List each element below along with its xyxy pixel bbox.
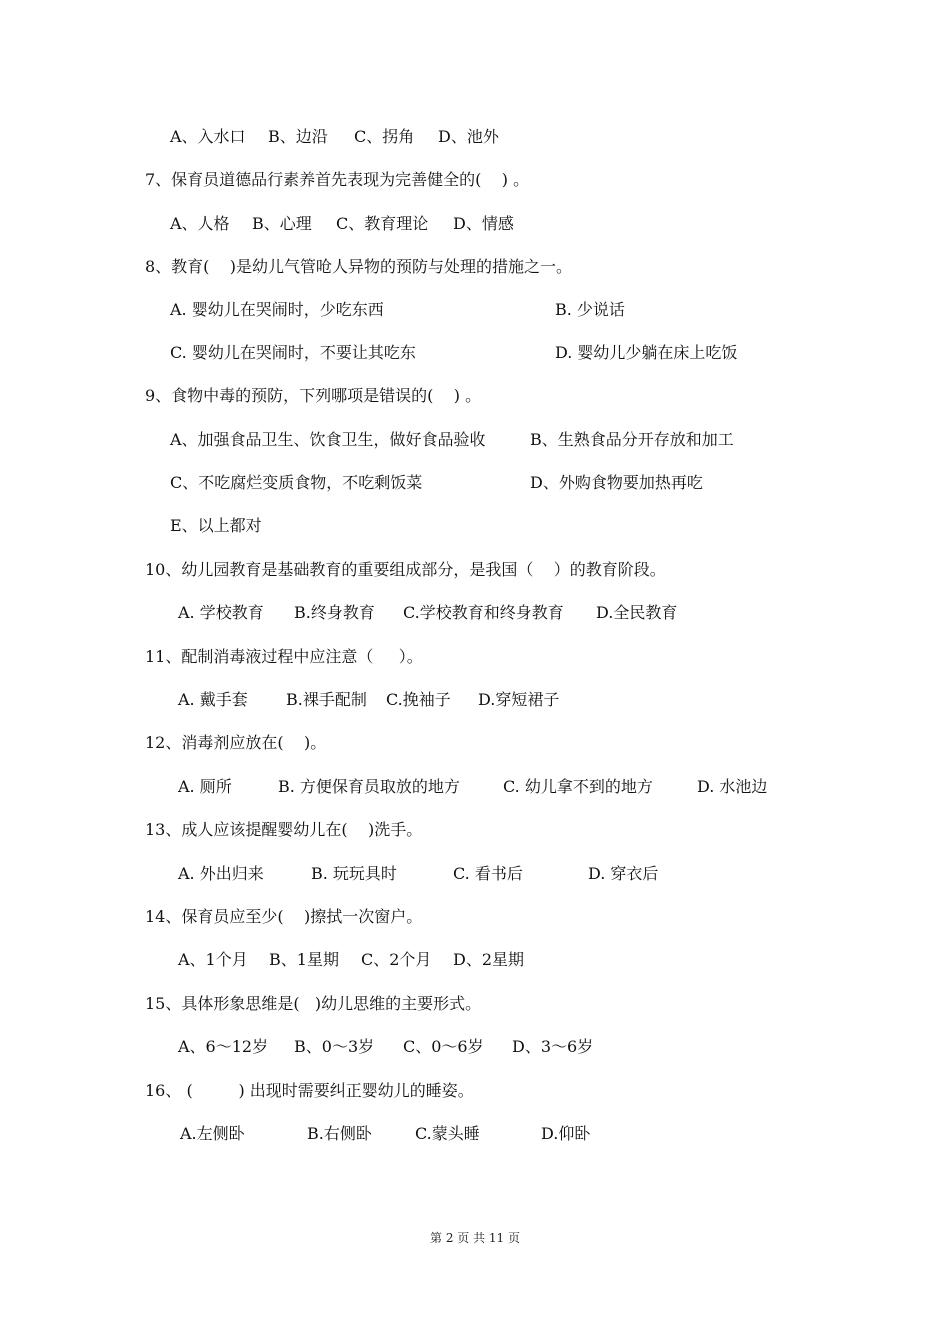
page-number-footer: 第 2 页 共 11 页 bbox=[430, 1231, 520, 1245]
question-7: 7、保育员道德品行素养首先表现为完善健全的( ) 。 bbox=[145, 170, 530, 189]
q14-option-d: D、2星期 bbox=[453, 950, 525, 969]
q16-option-b: B.右侧卧 bbox=[307, 1124, 372, 1143]
q9-option-c: C、不吃腐烂变质食物，不吃剩饭菜 bbox=[170, 473, 423, 492]
q10-option-a: A. 学校教育 bbox=[178, 603, 264, 622]
q11-option-c: C.挽袖子 bbox=[386, 690, 451, 709]
q7-option-b: B、心理 bbox=[252, 214, 312, 233]
q15-option-b: B、0～3岁 bbox=[294, 1037, 375, 1056]
q6-option-b: B、边沿 bbox=[268, 127, 328, 146]
q6-option-c: C、拐角 bbox=[354, 127, 415, 146]
q7-option-c: C、教育理论 bbox=[336, 214, 429, 233]
q11-option-b: B.裸手配制 bbox=[286, 690, 367, 709]
q11-option-d: D.穿短裙子 bbox=[478, 690, 560, 709]
q14-option-b: B、1星期 bbox=[269, 950, 339, 969]
q6-option-d: D、池外 bbox=[438, 127, 499, 146]
question-11: 11、配制消毒液过程中应注意（ ）。 bbox=[145, 647, 423, 666]
q15-option-d: D、3～6岁 bbox=[512, 1037, 594, 1056]
q12-option-d: D. 水池边 bbox=[697, 777, 768, 796]
question-14: 14、保育员应至少( )擦拭一次窗户。 bbox=[145, 907, 423, 926]
q10-option-c: C.学校教育和终身教育 bbox=[403, 603, 564, 622]
q9-option-e: E、以上都对 bbox=[170, 516, 262, 535]
q13-option-a: A. 外出归来 bbox=[178, 864, 264, 883]
q9-option-d: D、外购食物要加热再吃 bbox=[530, 473, 703, 492]
q12-option-a: A. 厕所 bbox=[178, 777, 232, 796]
question-12: 12、消毒剂应放在( )。 bbox=[145, 733, 327, 752]
q16-option-d: D.仰卧 bbox=[541, 1124, 591, 1143]
q8-option-c: C. 婴幼儿在哭闹时，不要让其吃东 bbox=[170, 343, 416, 362]
q13-option-b: B. 玩玩具时 bbox=[311, 864, 397, 883]
q10-option-d: D.全民教育 bbox=[596, 603, 678, 622]
question-10: 10、幼儿园教育是基础教育的重要组成部分，是我国（ ）的教育阶段。 bbox=[145, 560, 666, 579]
question-16: 16、 ( ) 出现时需要纠正婴幼儿的睡姿。 bbox=[145, 1081, 474, 1100]
q16-option-a: A.左侧卧 bbox=[180, 1124, 245, 1143]
q15-option-c: C、0～6岁 bbox=[403, 1037, 484, 1056]
q14-option-a: A、1个月 bbox=[178, 950, 248, 969]
question-15: 15、具体形象思维是( )幼儿思维的主要形式。 bbox=[145, 994, 482, 1013]
q11-option-a: A. 戴手套 bbox=[178, 690, 248, 709]
q9-option-b: B、生熟食品分开存放和加工 bbox=[530, 430, 734, 449]
q7-option-a: A、人格 bbox=[170, 214, 230, 233]
question-13: 13、成人应该提醒婴幼儿在( )洗手。 bbox=[145, 820, 423, 839]
q8-option-b: B. 少说话 bbox=[555, 300, 625, 319]
q13-option-c: C. 看书后 bbox=[453, 864, 523, 883]
q9-option-a: A、加强食品卫生、饮食卫生，做好食品验收 bbox=[170, 430, 486, 449]
q12-option-b: B. 方便保育员取放的地方 bbox=[278, 777, 460, 796]
q6-option-a: A、入水口 bbox=[170, 127, 246, 146]
question-9: 9、食物中毒的预防，下列哪项是错误的( ) 。 bbox=[145, 386, 482, 405]
q16-option-c: C.蒙头睡 bbox=[415, 1124, 480, 1143]
q13-option-d: D. 穿衣后 bbox=[588, 864, 659, 883]
q8-option-d: D. 婴幼儿少躺在床上吃饭 bbox=[555, 343, 738, 362]
q10-option-b: B.终身教育 bbox=[294, 603, 375, 622]
q7-option-d: D、情感 bbox=[453, 214, 514, 233]
question-8: 8、教育( )是幼儿气管呛人异物的预防与处理的措施之一。 bbox=[145, 257, 573, 276]
q14-option-c: C、2个月 bbox=[361, 950, 432, 969]
q12-option-c: C. 幼儿拿不到的地方 bbox=[503, 777, 653, 796]
q15-option-a: A、6～12岁 bbox=[178, 1037, 269, 1056]
q8-option-a: A. 婴幼儿在哭闹时，少吃东西 bbox=[170, 300, 384, 319]
